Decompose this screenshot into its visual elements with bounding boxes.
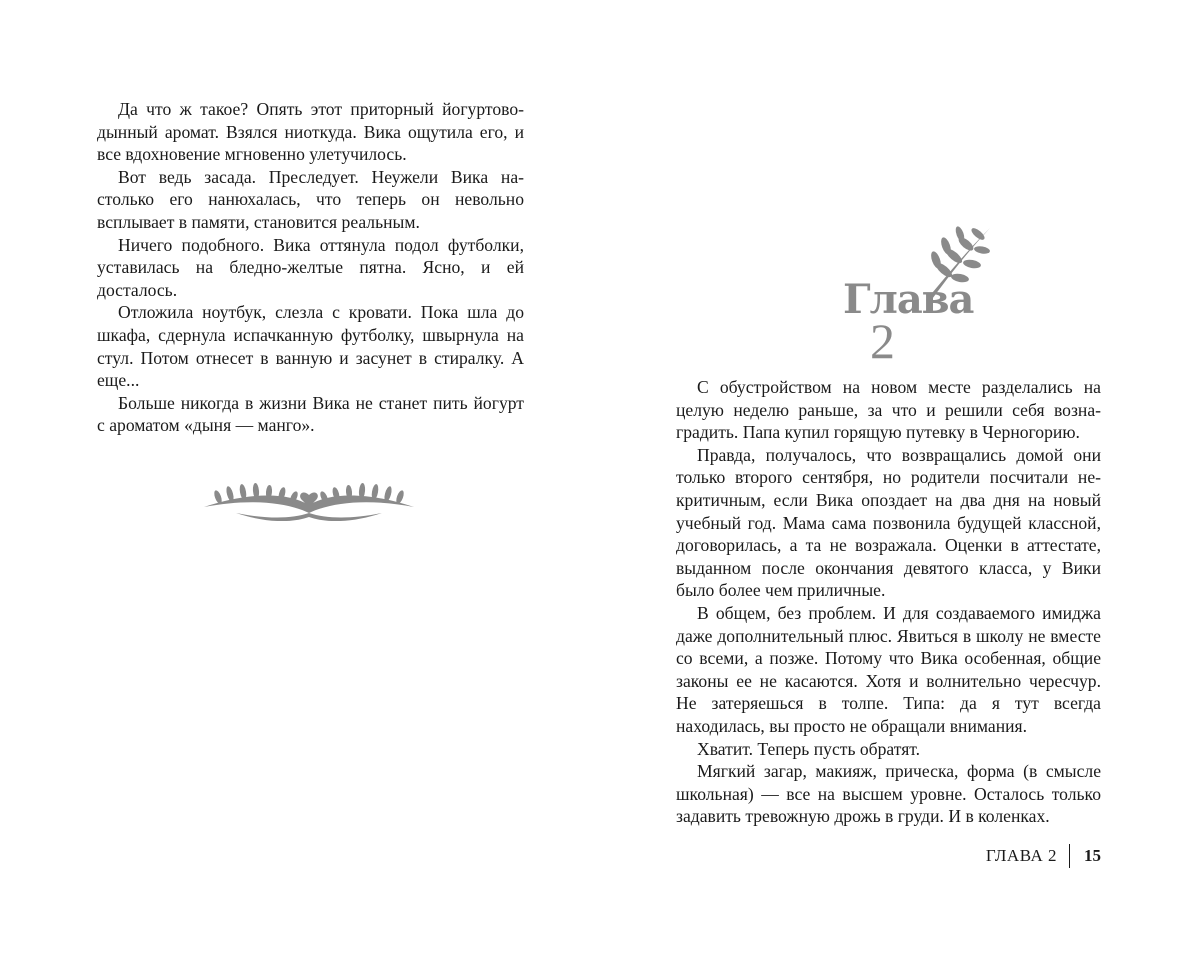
paragraph: Правда, получалось, что возвращались домой они только второго сентября, но родители посчитали некритичным, если Вика опоздает на два дня на новый учебный год. Мама сама позвонила будущей классной, договорилась, а та не возражала. Оценки в аттестате, выданном после окончания девятого класса, у Вики было более чем приличные.: [676, 444, 1101, 601]
paragraph: В общем, без проблем. И для создаваемого имиджа даже дополнительный плюс. Явиться в школу не вместе со всеми, а позже. Потому что Вика особенная, общие законы ее не касаются. Хотя и волнительно чересчур. Не затеряешься в толпе. Типа: да я тут всегда находилась, вы просто не обращали внимания.: [676, 602, 1101, 736]
paragraph: Больше никогда в жизни Вика не станет пить йогурт с ароматом «дыня — манго».: [97, 392, 524, 436]
chapter-number: 2: [870, 313, 895, 369]
paragraph: Мягкий загар, макияж, прическа, форма (в смысле школьная) — все на высшем уровне. Осталось только задавить тревожную дрожь в груди. И в коленках.: [676, 761, 1101, 827]
footer-chapter-label: ГЛАВА 2: [985, 846, 1057, 865]
paragraph: Хватит. Теперь пусть обратят.: [697, 738, 921, 759]
running-footer: [986, 844, 1101, 868]
paragraph: Отложила ноутбук, слезла с кровати. Пока шла до шкафа, сдернула испачканную футболку, швырнула на стул. Потом отнесет в ванную и засунет в стиралку. А еще...: [97, 302, 524, 391]
paragraph: Вот ведь засада. Преследует. Неужели Вика настолько его нанюхалась, что теперь он невольно всплывает в памяти, становится реальным.: [97, 166, 524, 232]
chapter-title: Глава: [843, 276, 974, 323]
chapter-heading: [840, 222, 1010, 369]
paragraph: Ничего подобного. Вика оттянула подол футболки, уставилась на бледно-желтые пятна. Ясно, и ей досталось.: [97, 234, 524, 300]
leaf-garland-ornament-icon: [196, 483, 422, 521]
paragraph: С обустройством на новом месте разделались на целую неделю раньше, за что и решили себя вознаградить. Папа купил горящую путевку в Черногорию.: [676, 377, 1101, 443]
paragraph: Да что ж такое? Опять этот приторный йогуртово-дынный аромат. Взялся ниоткуда. Вика ощутила его, и все вдохновение мгновенно улетучилось.: [97, 99, 524, 165]
page-number: 15: [1084, 846, 1101, 865]
left-page-text: [97, 98, 524, 437]
footer-divider: [1069, 844, 1070, 868]
right-page-text: [676, 376, 1101, 828]
right-page: [600, 0, 1200, 955]
